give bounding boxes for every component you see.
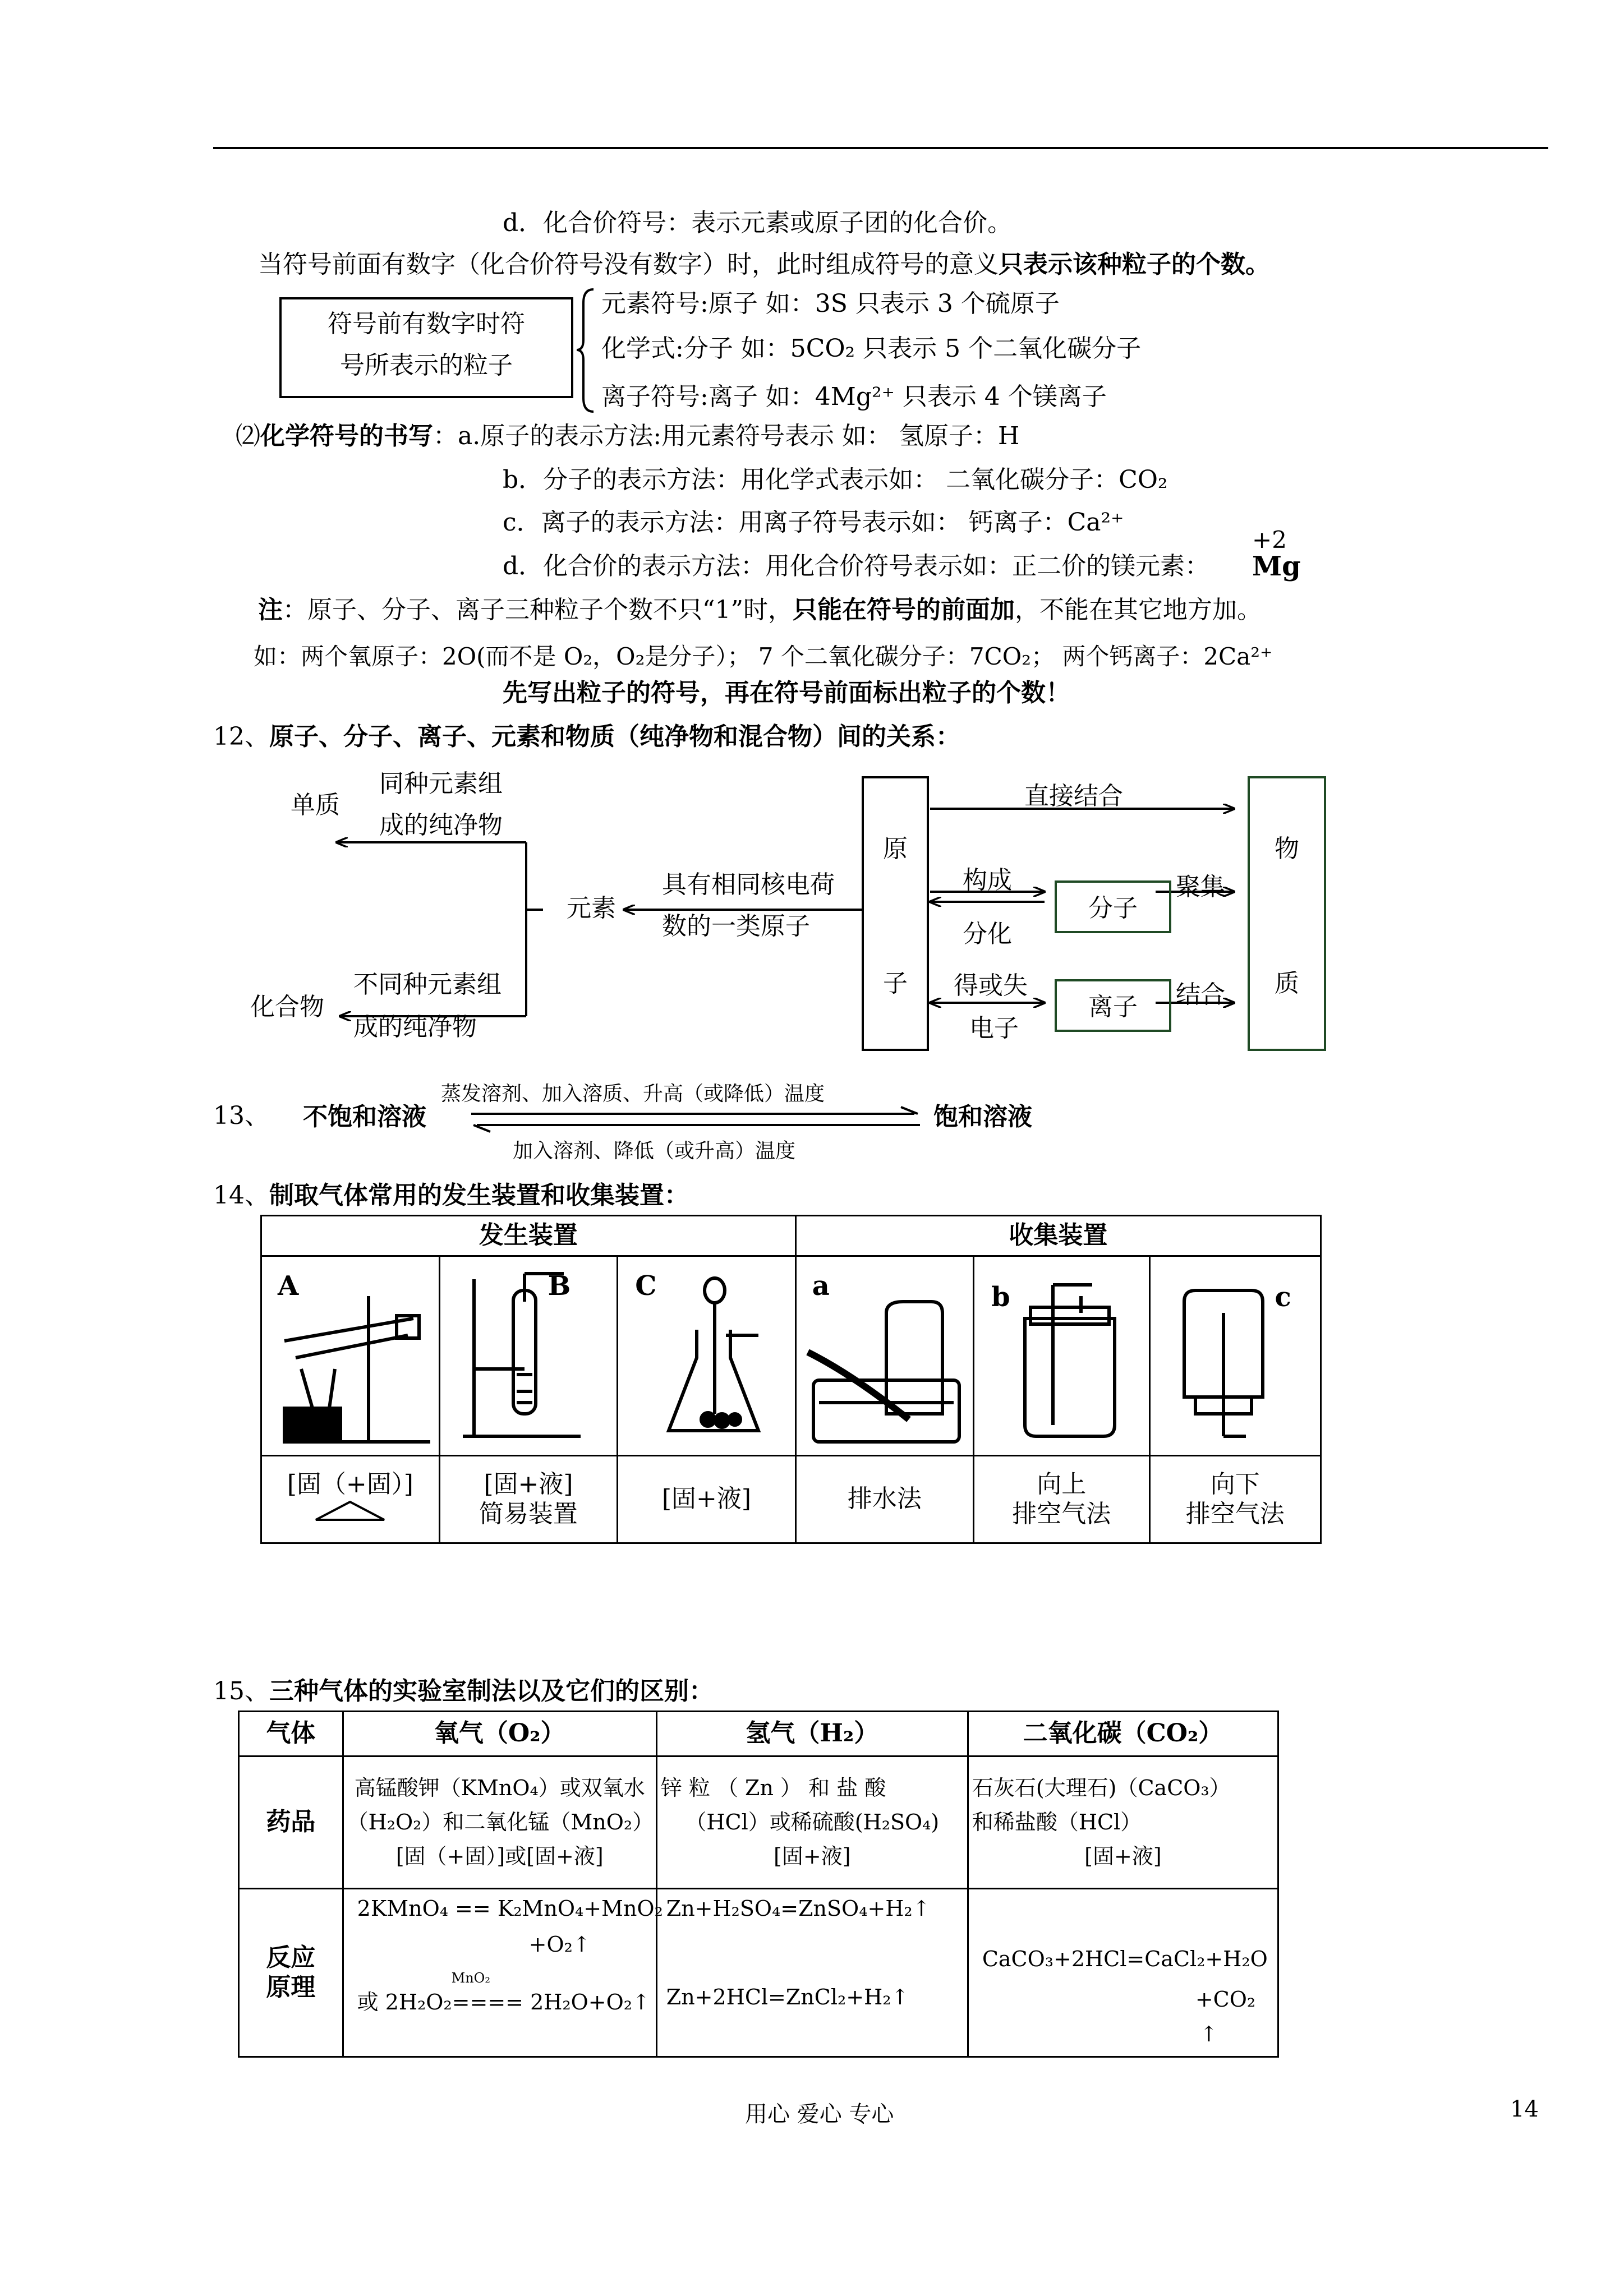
note-text2: ，不能在其它地方加。 (1014, 596, 1262, 624)
sec13-num: 13、 (213, 1101, 269, 1130)
apparatus-table (260, 1215, 1322, 1544)
brace-item-ion: 离子符号:离子 如：4Mg²⁺ 只表示 4 个镁离子 (601, 382, 1107, 411)
gain-lose-1: 得或失 (954, 971, 1028, 1000)
example-line: 如：两个氧原子：2O(而不是 O₂，O₂是分子）； 7 个二氧化碳分子：7CO₂； 两个钙离子：2Ca²⁺ (254, 643, 1273, 670)
sec14-title: 制取气体常用的发生装置和收集装置： (269, 1181, 689, 1210)
label-c-line1: 向下 (1210, 1469, 1260, 1499)
sec15-heading (213, 1677, 714, 1707)
co2-drug-1: 石灰石(大理石)（CaCO₃） (972, 1776, 1231, 1801)
writing-b: b．分子的表示方法：用化学式表示如： 二氧化碳分子：CO₂ (503, 465, 1168, 494)
o2-reaction-2: 或 2H₂O₂==== 2H₂O+O₂↑ (357, 1990, 650, 2014)
label-c (1149, 1456, 1321, 1543)
simple-substance: 单质 (291, 791, 340, 819)
to-unsaturated-conditions: 加入溶剂、降低（或升高）温度 (513, 1140, 796, 1163)
gas-preparation-table (238, 1711, 1279, 2058)
co2-reaction-1: CaCO₃+2HCl=CaCl₂+H₂O (982, 1947, 1268, 1971)
h2-drug-3: [固+液] (774, 1843, 851, 1869)
h2-drug-1: 锌 粒 （ Zn ） 和 盐 酸 (660, 1776, 886, 1801)
same-element-1: 同种元素组 (379, 769, 503, 798)
head-hydrogen: 氢气（H₂） (656, 1712, 968, 1756)
apparatus-b-cell (974, 1256, 1149, 1456)
mg-valence: +2 (1252, 526, 1287, 554)
label-C: [固+液] (618, 1456, 796, 1543)
oxygen-drugs (343, 1756, 656, 1889)
co2-drug-3: [固+液] (1084, 1843, 1162, 1869)
saturated-solution: 饱和溶液 (933, 1103, 1032, 1131)
simple-liquid-apparatus-icon (452, 1268, 614, 1447)
same-charge-1: 具有相同核电荷 (662, 870, 835, 899)
compose-label: 构成 (963, 866, 1012, 895)
gather-label: 聚集 (1176, 873, 1225, 901)
note-label: 注 (258, 596, 283, 624)
writing-d: d．化合价的表示方法：用化合价符号表示如：正二价的镁元素： (503, 552, 1210, 580)
note-text1: ：原子、分子、离子三种粒子个数不只“1”时， (283, 596, 793, 624)
reaction-label-1: 反应 (266, 1943, 316, 1972)
particle-box-line2: 号所表示的粒子 (340, 351, 513, 380)
writing-a: ：a.原子的表示方法:用元素符号表示 如： 氢原子：H (433, 422, 1020, 450)
writing-prefix: ⑵ (236, 422, 260, 450)
when-number-line (258, 250, 1270, 280)
label-a: 排水法 (795, 1456, 973, 1543)
combine-label: 结合 (1176, 980, 1225, 1009)
header-rule (213, 147, 1548, 149)
atom-char-2: 子 (883, 969, 908, 998)
oxygen-reactions (343, 1889, 663, 2057)
page-number: 14 (1510, 2096, 1539, 2122)
letter-c: c (1275, 1281, 1291, 1313)
sec12-title: 原子、分子、离子、元素和物质（纯净物和混合物）间的关系： (269, 722, 960, 751)
direct-combine: 直接结合 (1024, 782, 1123, 810)
upward-air-displacement-icon (997, 1274, 1143, 1447)
letter-A: A (278, 1270, 299, 1302)
head-co2: 二氧化碳（CO₂） (968, 1712, 1278, 1756)
sec15-title: 三种气体的实验室制法以及它们的区别： (269, 1677, 714, 1705)
letter-b: b (991, 1281, 1010, 1313)
label-B-line1: [固+液] (484, 1469, 573, 1499)
label-b-line1: 向上 (1037, 1469, 1087, 1499)
particle-box (279, 297, 573, 398)
element-node: 元素 (567, 894, 616, 923)
unsaturated-solution: 不饱和溶液 (303, 1103, 426, 1131)
same-element-2: 成的纯净物 (379, 811, 503, 840)
label-A-text: [固（+固）] (287, 1469, 413, 1499)
label-B (439, 1456, 618, 1543)
brace-item-formula: 化学式:分子 如：5CO₂ 只表示 5 个二氧化碳分子 (601, 334, 1142, 363)
co2-gas-arrow: ↑ (1199, 2022, 1218, 2046)
reaction-label (239, 1889, 343, 2057)
flask-funnel-apparatus-icon (629, 1268, 792, 1447)
writing-title: 化学符号的书写 (260, 422, 433, 450)
writing-heading (236, 422, 1019, 451)
apparatus-A-cell (261, 1256, 440, 1456)
co2-drugs (968, 1756, 1278, 1889)
h2-reaction-1: Zn+H₂SO₄=ZnSO₄+H₂↑ (666, 1896, 931, 1921)
label-B-line2: 简易装置 (479, 1499, 578, 1528)
mg-symbol: Mg (1252, 551, 1301, 582)
matter-box (1248, 776, 1326, 1051)
generation-header: 发生装置 (261, 1216, 796, 1256)
o2-drug-1: 高锰酸钾（KMnO₄）或双氧水 (354, 1776, 645, 1801)
o2-catalyst: MnO₂ (451, 1970, 490, 1986)
atom-box (862, 776, 929, 1051)
gain-lose-2: 电子 (969, 1014, 1019, 1043)
note-line (258, 596, 1262, 625)
brace-item-element: 元素符号:原子 如：3S 只表示 3 个硫原子 (601, 289, 1060, 318)
atom-char-1: 原 (883, 835, 908, 863)
head-gas: 气体 (239, 1712, 343, 1756)
reaction-label-2: 原理 (266, 1972, 316, 2002)
note-emphasis: 只能在符号的前面加 (792, 596, 1015, 624)
letter-B: B (548, 1270, 571, 1302)
reversible-arrows (466, 1106, 926, 1134)
footer-motto: 用心 爱心 专心 (745, 2101, 894, 2127)
solid-heating-apparatus-icon (273, 1285, 436, 1447)
when-number-text: 当符号前面有数字（化合价符号没有数字）时，此时组成符号的意义 (258, 250, 999, 279)
co2-reactions (968, 1889, 1278, 2057)
valence-symbol-line: d．化合价符号：表示元素或原子团的化合价。 (503, 209, 1013, 237)
co2-reaction-2: +CO₂ (1195, 1987, 1256, 2012)
label-b (974, 1456, 1149, 1543)
diff-element-2: 成的纯净物 (353, 1013, 477, 1041)
diff-element-1: 不同种元素组 (353, 970, 502, 999)
matter-char-1: 物 (1275, 835, 1299, 863)
hydrogen-drugs (656, 1756, 968, 1889)
molecule-box (1055, 880, 1171, 933)
writing-c: c．离子的表示方法：用离子符号表示如： 钙离子：Ca²⁺ (503, 508, 1124, 537)
sec12-heading (213, 722, 960, 752)
letter-C: C (635, 1270, 657, 1302)
apparatus-a-cell (795, 1256, 973, 1456)
apparatus-C-cell (618, 1256, 796, 1456)
ion-label: 离子 (1088, 993, 1138, 1021)
same-charge-2: 数的一类原子 (662, 912, 810, 940)
sec15-num: 15、 (213, 1677, 269, 1705)
label-A (261, 1456, 440, 1543)
co2-drug-2: 和稀盐酸（HCl） (972, 1810, 1142, 1835)
compound-node: 化合物 (250, 993, 324, 1021)
hydrogen-reactions (656, 1889, 968, 2057)
curly-brace (574, 286, 597, 415)
split-label: 分化 (963, 920, 1012, 948)
h2-drug-2: （HCl）或稀硫酸(H₂SO₄) (685, 1810, 940, 1835)
downward-air-displacement-icon (1162, 1279, 1308, 1447)
letter-a: a (812, 1270, 830, 1302)
ion-box (1055, 979, 1171, 1032)
when-number-emphasis: 只表示该种粒子的个数。 (999, 250, 1270, 279)
sec14-num: 14、 (213, 1181, 269, 1210)
apparatus-c-cell (1149, 1256, 1321, 1456)
h2-reaction-2: Zn+2HCl=ZnCl₂+H₂↑ (666, 1985, 909, 2009)
apparatus-B-cell (439, 1256, 618, 1456)
heat-triangle-icon (314, 1500, 387, 1522)
to-saturated-conditions: 蒸发溶剂、加入溶质、升高（或降低）温度 (441, 1082, 825, 1105)
label-b-line2: 排空气法 (1012, 1499, 1111, 1528)
sec12-num: 12、 (213, 722, 269, 751)
o2-drug-3: [固（+固）]或[固+液] (395, 1843, 604, 1869)
o2-reaction-1: 2KMnO₄ == K₂MnO₄+MnO₂ (357, 1896, 663, 1921)
o2-drug-2: （H₂O₂）和二氧化锰（MnO₂） (347, 1810, 654, 1835)
o2-reaction-1b: +O₂↑ (528, 1932, 591, 1957)
particle-box-line1: 符号前有数字时符 (328, 310, 525, 338)
summary-line: 先写出粒子的符号，再在符号前面标出粒子的个数！ (503, 679, 1070, 707)
label-c-line2: 排空气法 (1185, 1499, 1285, 1528)
matter-char-2: 质 (1275, 969, 1299, 998)
sec14-heading (213, 1181, 689, 1211)
water-displacement-icon (802, 1290, 970, 1453)
molecule-label: 分子 (1088, 894, 1138, 923)
collection-header: 收集装置 (795, 1216, 1321, 1256)
head-oxygen: 氧气（O₂） (343, 1712, 656, 1756)
drug-label: 药品 (239, 1756, 343, 1889)
